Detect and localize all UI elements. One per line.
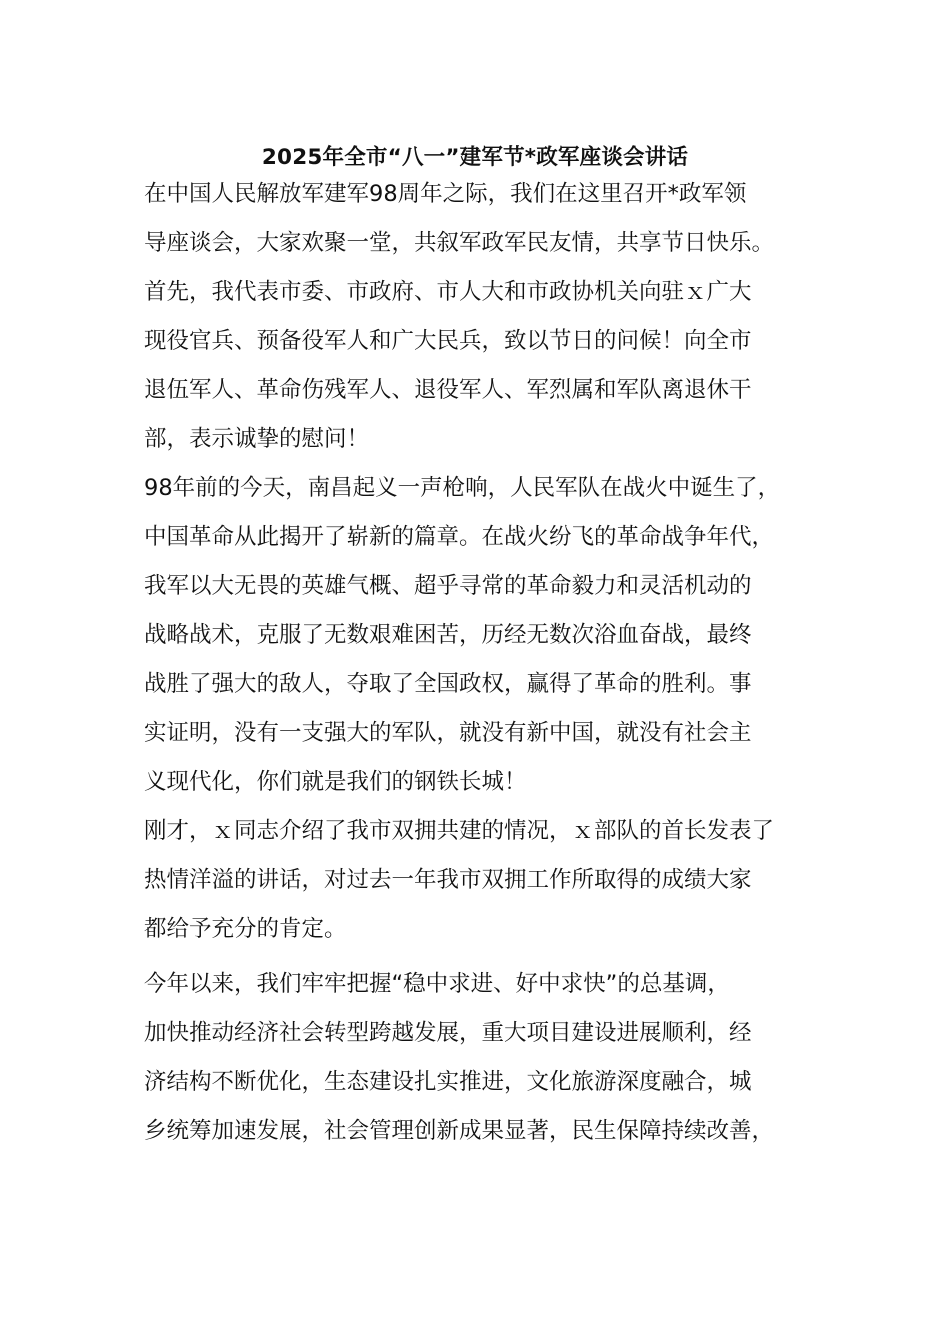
paragraph-3	[144, 807, 809, 954]
text-line: 今年以来，我们牢牢把握“稳中求进、好中求快”的总基调，	[144, 971, 730, 997]
text-line: 首先，我代表市委、市政府、市人大和市政协机关向驻ｘ广大	[144, 279, 752, 305]
text-line: 退伍军人、革命伤残军人、退役军人、军烈属和军队离退休干	[144, 377, 752, 403]
text-line: 热情洋溢的讲话，对过去一年我市双拥工作所取得的成绩大家	[144, 867, 752, 893]
text-line: 乡统筹加速发展，社会管理创新成果显著，民生保障持续改善，	[144, 1118, 775, 1144]
text-line: 导座谈会，大家欢聚一堂，共叙军政军民友情，共享节日快乐。	[144, 230, 775, 256]
paragraph-1	[144, 170, 809, 464]
text-line: 都给予充分的肯定。	[144, 916, 347, 942]
text-line: 加快推动经济社会转型跨越发展，重大项目建设进展顺利，经	[144, 1020, 752, 1046]
text-line: 98年前的今天，南昌起义一声枪响，人民军队在战火中诞生了，	[144, 475, 781, 501]
text-line: 刚才，ｘ同志介绍了我市双拥共建的情况，ｘ部队的首长发表了	[144, 818, 775, 844]
document-body	[144, 170, 809, 1156]
text-line: 在中国人民解放军建军98周年之际，我们在这里召开*政军领	[144, 181, 747, 207]
text-line: 中国革命从此揭开了崭新的篇章。在战火纷飞的革命战争年代，	[144, 524, 775, 550]
text-line: 义现代化，你们就是我们的钢铁长城！	[144, 769, 527, 795]
text-line: 我军以大无畏的英雄气概、超乎寻常的革命毅力和灵活机动的	[144, 573, 752, 599]
text-line: 战胜了强大的敌人，夺取了全国政权，赢得了革命的胜利。事	[144, 671, 752, 697]
text-line: 现役官兵、预备役军人和广大民兵，致以节日的问候！向全市	[144, 328, 752, 354]
page-title: 2025年全市“八一”建军节*政军座谈会讲话	[261, 145, 689, 170]
paragraph-2	[144, 464, 809, 807]
paragraph-4	[144, 960, 809, 1156]
text-line: 实证明，没有一支强大的军队，就没有新中国，就没有社会主	[144, 720, 752, 746]
text-line: 战略战术，克服了无数艰难困苦，历经无数次浴血奋战，最终	[144, 622, 752, 648]
text-line: 济结构不断优化，生态建设扎实推进，文化旅游深度融合，城	[144, 1069, 752, 1095]
text-line: 部，表示诚挚的慰问！	[144, 426, 370, 452]
